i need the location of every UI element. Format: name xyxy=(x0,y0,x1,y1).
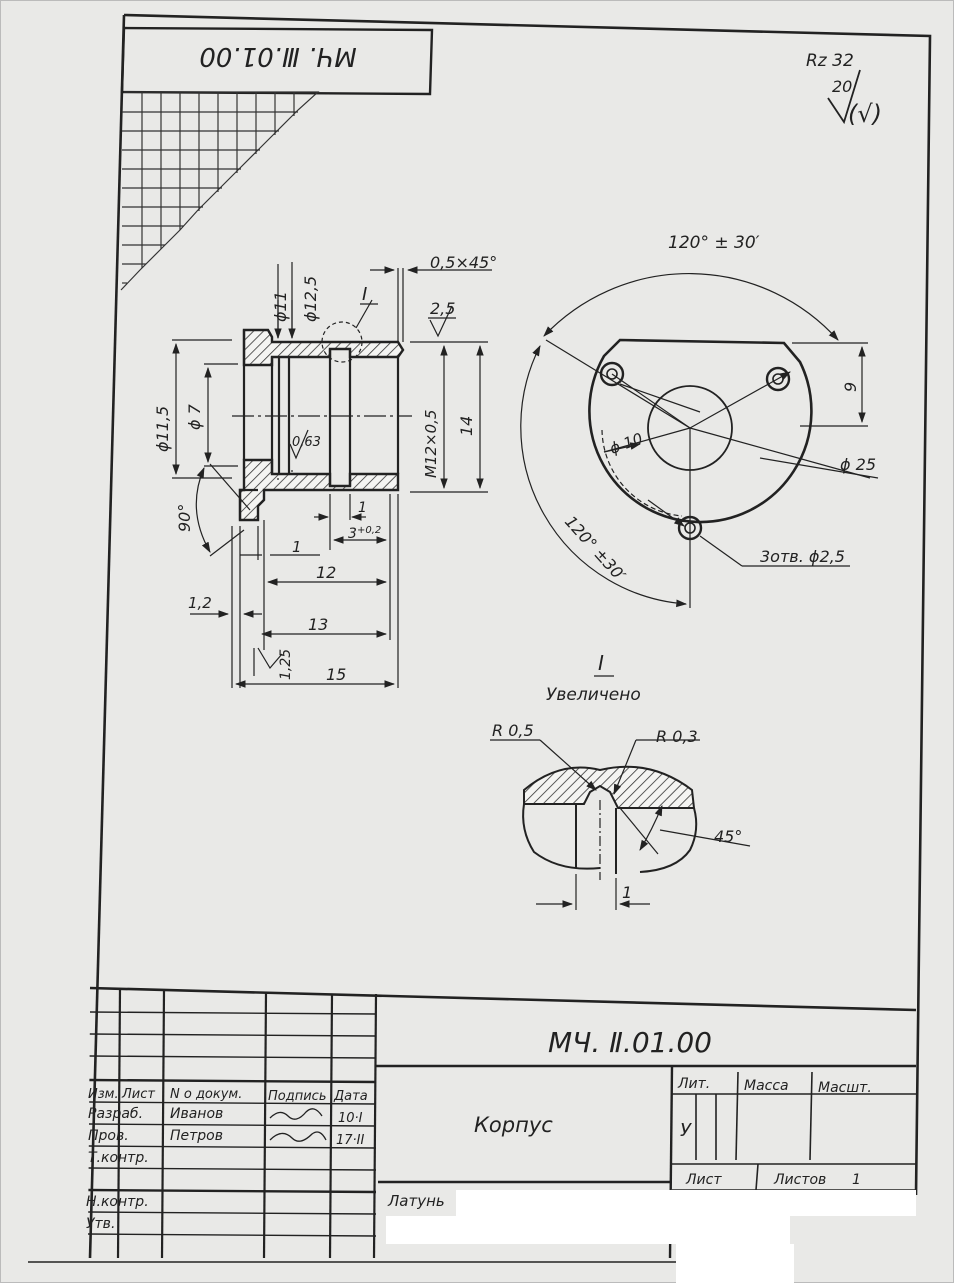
detail-width: 1 xyxy=(622,883,633,902)
dim-len-1-25: 1,25 xyxy=(278,648,294,680)
dim-chamfer: 0,5×45° xyxy=(430,253,498,272)
tb-sheets-value: 1 xyxy=(852,1172,861,1188)
title-block-material: Латунь xyxy=(388,1192,445,1210)
tb-lit-value: У xyxy=(680,1120,691,1141)
detail-r-0-5: R 0,5 xyxy=(492,721,534,740)
dim-len-1-2: 1,2 xyxy=(188,594,212,612)
tb-row-role: Т.контр. xyxy=(88,1150,149,1166)
tb-scale-label: Масшт. xyxy=(818,1080,872,1096)
dim-dia-11: ϕ11 xyxy=(271,291,290,322)
dim-dia-11-5: ϕ11,5 xyxy=(153,405,172,452)
tb-row-name: Иванов xyxy=(170,1106,224,1122)
tb-row-date: 17·II xyxy=(336,1133,365,1148)
dim-len-1: 1 xyxy=(292,538,302,556)
dim-holes: 3отв. ϕ2,5 xyxy=(760,547,845,566)
dim-len-14: 14 xyxy=(457,415,476,436)
dim-angle-bottom: 120° ±30′ xyxy=(561,511,630,585)
detail-angle: 45° xyxy=(714,827,743,846)
tb-header-sign: Подпись xyxy=(268,1089,327,1104)
dim-dia-7: ϕ 7 xyxy=(185,404,204,430)
dim-len-3: 3 xyxy=(348,526,357,542)
tb-row-role: Пров. xyxy=(88,1128,129,1144)
dim-angle-top: 120° ± 30′ xyxy=(668,233,760,253)
detail-view-title: I xyxy=(598,651,604,675)
dim-9: 9 xyxy=(841,381,860,392)
title-block-part-name: Корпус xyxy=(474,1113,553,1137)
whiteout-patch xyxy=(386,1216,790,1244)
dim-roughness-2-5: 2,5 xyxy=(430,299,456,318)
whiteout-patch xyxy=(676,1244,794,1283)
inverted-stamp-code: МЧ. Ⅲ.01.00 xyxy=(199,41,357,71)
tb-header-izm: Изм. xyxy=(88,1087,119,1102)
roughness-symbol-text: (√) xyxy=(848,100,883,128)
detail-r-0-3: R 0,3 xyxy=(656,727,698,746)
dim-len-13: 13 xyxy=(308,615,329,634)
title-block-code: МЧ. Ⅱ.01.00 xyxy=(548,1026,712,1059)
tb-row-role: Разраб. xyxy=(88,1106,144,1122)
tb-sheet-label: Лист xyxy=(686,1172,722,1188)
dim-dia-12-5: ϕ12,5 xyxy=(301,275,320,322)
tb-header-list: Лист xyxy=(122,1087,155,1102)
dim-len-1-top: 1 xyxy=(358,500,367,516)
dim-len-12: 12 xyxy=(316,563,337,582)
tb-lit-label: Лит. xyxy=(678,1076,711,1092)
dim-tol-3: +0,2 xyxy=(357,525,382,536)
dim-dia-25: ϕ 25 xyxy=(840,455,876,474)
roughness-label: Rz 32 xyxy=(806,51,854,71)
tb-row-date: 10·I xyxy=(338,1111,363,1126)
whiteout-patch xyxy=(456,1190,916,1216)
detail-view-subtitle: Увеличено xyxy=(546,685,641,705)
dim-dia-10: ϕ 10 xyxy=(607,429,646,458)
tb-row-name: Петров xyxy=(170,1128,223,1144)
tb-mass-label: Масса xyxy=(744,1078,789,1094)
dim-thread: M12×0,5 xyxy=(422,409,440,478)
tb-sheets-label: Листов xyxy=(774,1172,827,1188)
dim-roughness-0-63: 0,63 xyxy=(292,435,321,450)
dim-len-15: 15 xyxy=(326,665,347,684)
tb-row-role: Н.контр. xyxy=(86,1194,149,1210)
tb-header-doc: N о докум. xyxy=(170,1087,243,1102)
dim-angle-90: 90° xyxy=(175,503,194,532)
tb-row-role: Утв. xyxy=(86,1216,116,1232)
detail-mark: I xyxy=(362,284,368,305)
roughness-value: 20 xyxy=(832,77,853,96)
tb-header-date: Дата xyxy=(334,1089,368,1104)
